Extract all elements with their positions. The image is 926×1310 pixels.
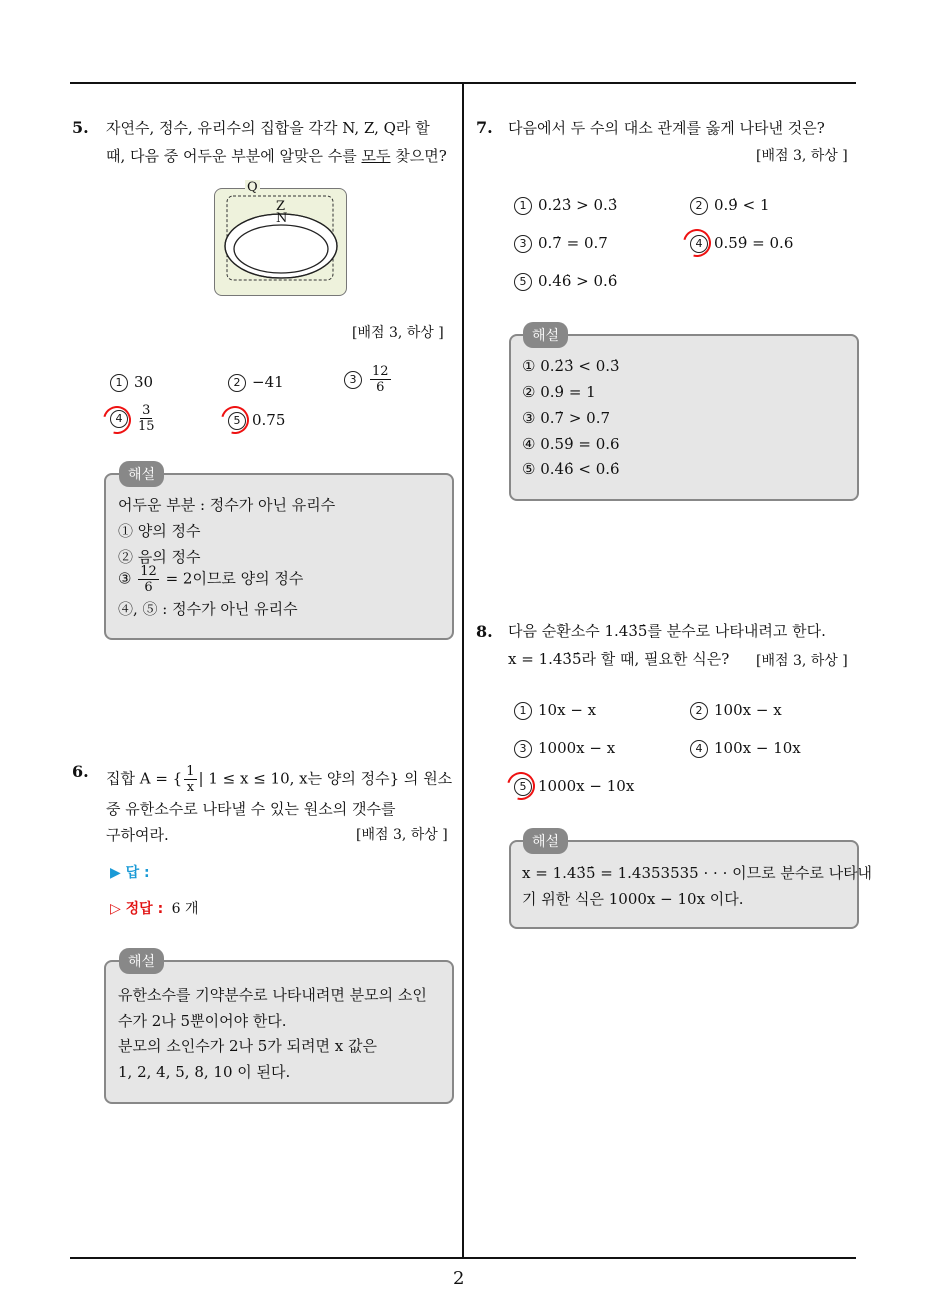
fraction: $\frac{12}{6}$: [372, 364, 389, 395]
q5-line2-post: 찾으면?: [390, 147, 447, 165]
q5-line2-underlined: 모두: [361, 147, 391, 165]
q5-choice-2[interactable]: 2 −41: [228, 373, 284, 392]
choice-number: 2: [228, 374, 246, 392]
answer-mark: [502, 767, 540, 805]
q5-line1: 자연수, 정수, 유리수의 집합을 각각 N, Z, Q라 할: [106, 119, 430, 137]
correct-label: ▷ 정답 :: [110, 901, 164, 917]
choice-number: 1: [514, 197, 532, 215]
venn-label-q: Q: [247, 180, 258, 195]
q5-explain-line1: 어두운 부분 : 정수가 아닌 유리수: [118, 496, 336, 514]
answer-mark: [678, 224, 716, 262]
q8-choice-3[interactable]: 3 1000x − x: [514, 739, 615, 758]
choice-number: 3: [514, 235, 532, 253]
q6-explanation-box: [104, 960, 454, 1104]
choice-number: 4: [690, 235, 708, 253]
q8-choice-1[interactable]: 1 10x − x: [514, 701, 596, 720]
q8-choice-5[interactable]: 5 1000x − 10x: [514, 777, 634, 796]
choice-number: 4: [690, 740, 708, 758]
q7-choice-5[interactable]: 5 0.4̇6̇ > 0.6̇: [514, 272, 617, 291]
q5-choice-1[interactable]: 1 30: [110, 373, 153, 392]
q5-explain-line4: ③ $\frac{12}{6}$ = 2이므로 양의 정수: [118, 564, 304, 595]
q5-line2: [106, 141, 447, 171]
q8-line2: x = 1.43̇5̇라 할 때, 필요한 식은?: [508, 650, 730, 668]
fraction: $\frac{3}{15}$: [138, 403, 155, 434]
venn-diagram: [214, 180, 347, 296]
answer-label: ▶ 답 :: [110, 865, 150, 881]
q7-explain-line2: ② 0.9̇ = 1: [522, 383, 596, 401]
q8-explain-line2: 기 위한 식은 1000x − 10x 이다.: [522, 890, 744, 908]
q6-explanation-tag: 해설: [119, 948, 164, 974]
q6-number: 6.: [72, 762, 89, 781]
q6-explain-line1: 유한소수를 기약분수로 나타내려면 분모의 소인: [118, 986, 427, 1004]
q6-explain-line2: 수가 2나 5뿐이어야 한다.: [118, 1012, 287, 1030]
choice-number: 1: [514, 702, 532, 720]
q5-number: 5.: [72, 118, 89, 137]
choice-number: 5: [514, 778, 532, 796]
q8-meta: [배점 3, 하상 ]: [756, 653, 848, 669]
q6-correct-row: [110, 898, 199, 918]
choice-number: 2: [690, 197, 708, 215]
q8-explanation-tag: 해설: [523, 828, 568, 854]
q7-line1: 다음에서 두 수의 대소 관계를 옳게 나타낸 것은?: [508, 119, 825, 137]
fraction: $\frac{12}{6}$: [140, 564, 157, 595]
q7-explanation-tag: 해설: [523, 322, 568, 348]
q7-explain-line3: ③ 0.7̇ > 0.7: [522, 409, 611, 427]
q5-line2-pre: 때, 다음 중 어두운 부분에 알맞은 수를: [106, 147, 362, 165]
q7-explain-line1: ① 0.2̇3̇ < 0.3̇: [522, 357, 620, 375]
q7-number: 7.: [476, 118, 493, 137]
choice-number: 5: [514, 273, 532, 291]
q7-choice-4[interactable]: 4 0.59̇ = 0.6: [690, 234, 793, 253]
q6-explain-line3: 분모의 소인수가 2나 5가 되려면 x 값은: [118, 1037, 378, 1055]
bottom-rule: [70, 1257, 856, 1259]
q5-choice-5[interactable]: 5 0.75: [228, 411, 285, 430]
q8-number: 8.: [476, 622, 493, 641]
q5-choice-3[interactable]: [344, 364, 393, 395]
q7-explain-line4: ④ 0.59̇ = 0.6: [522, 435, 620, 453]
q6-meta: [배점 3, 하상 ]: [356, 827, 448, 843]
venn-label-n: N: [276, 211, 288, 226]
q5-explain-line5: ④, ⑤ : 정수가 아닌 유리수: [118, 600, 298, 618]
answer-mark: [216, 401, 254, 439]
column-divider: [462, 84, 464, 1259]
correct-value: 6 개: [171, 901, 199, 917]
q6-answer-row[interactable]: [110, 862, 150, 882]
q5-explain-line2: ① 양의 정수: [118, 522, 201, 540]
q7-meta: [배점 3, 하상 ]: [756, 148, 848, 164]
choice-number: 3: [514, 740, 532, 758]
choice-number: 3: [344, 371, 362, 389]
venn-n-ellipse: [234, 225, 328, 273]
q8-line1: 다음 순환소수 1.43̇5̇를 분수로 나타내려고 한다.: [508, 622, 826, 640]
q5-meta: [배점 3, 하상 ]: [352, 325, 444, 341]
q7-choice-1[interactable]: 1 0.2̇3̇ > 0.3̇: [514, 196, 617, 215]
q8-choice-4[interactable]: 4 100x − 10x: [690, 739, 801, 758]
choice-number: 4: [110, 410, 128, 428]
fraction: $\frac{1}{x}$: [186, 764, 195, 795]
choice-number: 2: [690, 702, 708, 720]
venn-label-z: Z: [276, 199, 286, 214]
q6-line2: 중 유한소수로 나타낼 수 있는 원소의 갯수를: [106, 800, 396, 818]
q8-choice-2[interactable]: 2 100x − x: [690, 701, 782, 720]
q5-explain-line3: ② 음의 정수: [118, 548, 201, 566]
q7-explain-line5: ⑤ 0.4̇6̇ < 0.6̇: [522, 460, 620, 478]
choice-number: 5: [228, 412, 246, 430]
page-number: 2: [453, 1268, 465, 1289]
q6-line1: 집합 A = { $\frac{1}{x}$ | 1 ≤ x ≤ 10, x는 양의 정수} 의 원소: [106, 764, 453, 795]
q5-explanation-tag: 해설: [119, 461, 164, 487]
q6-explain-line4: 1, 2, 4, 5, 8, 10 이 된다.: [118, 1063, 291, 1081]
choice-number: 1: [110, 374, 128, 392]
q6-line3: 구하여라.: [106, 826, 169, 844]
q8-explain-line1: x = 1.43̇5̇ = 1.4353535 · · · 이므로 분수로 나타내: [522, 864, 873, 882]
q7-choice-2[interactable]: 2 0.9̇ < 1: [690, 196, 770, 215]
q7-choice-3[interactable]: 3 0.7̇ = 0.7: [514, 234, 608, 253]
